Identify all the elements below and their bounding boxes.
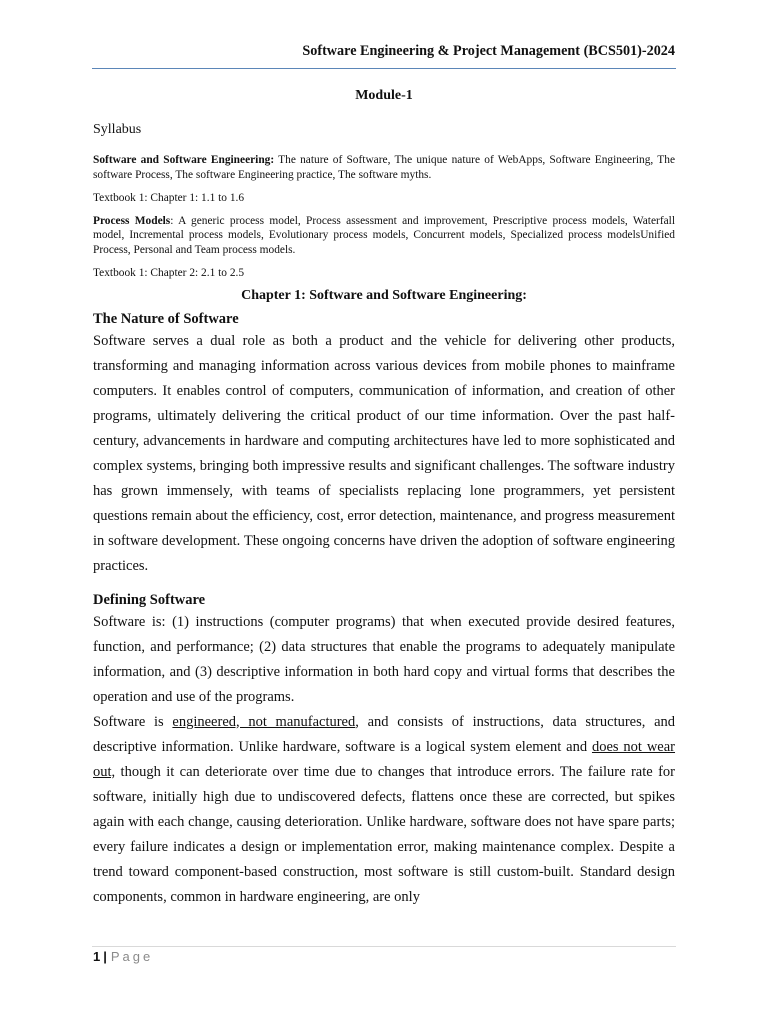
chapter-heading: Chapter 1: Software and Software Engineering: (241, 287, 527, 303)
syllabus-topic-2-text: : A generic process model, Process assessment and improvement, Prescriptive process models, Waterfall model, Incremental process models, Evolutionary process models, Concurrent models, Specialized process modelsUnified Process, Personal and Team process models. (93, 214, 675, 256)
engineered-paragraph (93, 710, 675, 910)
syllabus-topic-2-title: Process Models (93, 214, 171, 227)
syllabus-textbook-2: Textbook 1: Chapter 2: 2.1 to 2.5 (93, 267, 245, 279)
running-header: Software Engineering & Project Management (BCS501)-2024 (302, 43, 675, 59)
engineered-underline-1: engineered, not manufactured (172, 713, 356, 730)
footer-separator: | (103, 949, 107, 964)
page-label: Page (110, 949, 154, 964)
syllabus-topic-2 (93, 214, 675, 258)
header-divider (92, 68, 676, 69)
engineered-text-b: , and consists of instructions, data structures, and descriptive information. Unlike hardware, software is a logical system element and (93, 713, 676, 755)
engineered-text-a: Software is (93, 713, 173, 730)
page-body (93, 86, 675, 910)
page-footer (93, 948, 153, 966)
nature-paragraph: Software serves a dual role as both a product and the vehicle for delivering other products, transforming and managing information across various devices from mobile phones to mainframe computers. It enables control of computers, communication of information, and creation of other programs, ultimately delivering the critical product of our time information. Over the past half-century, advancements in hardware and computing architectures have led to more sophisticated and complex systems, bringing both impressive results and significant challenges. The software industry has grown immensely, with teams of specialists replacing lone programmers, yet persistent questions remain about the efficiency, cost, error detection, maintenance, and progress measurement in software development. These ongoing concerns have driven the adoption of software engineering practices. (93, 332, 675, 574)
engineered-text-c: though it can deteriorate over time due to changes that introduce errors. The failure rate for software, initially high due to undiscovered defects, flattens once these are corrected, but spikes again with each change, causing deterioration. Unlike hardware, software does not have spare parts; every failure indicates a design or implementation error, making maintenance complex. Despite a trend toward component-based construction, most software is still custom-built. Standard design components, common in hardware engineering, are only (93, 763, 675, 905)
module-title: Module-1 (355, 88, 413, 103)
footer-divider (92, 946, 676, 947)
syllabus-topic-1-text: The nature of Software, The unique nature of WebApps, Software Engineering, The software Process, The software Engineering practice, The software myths. (93, 154, 675, 181)
syllabus-label: Syllabus (93, 122, 142, 137)
defining-paragraph: Software is: (1) instructions (computer programs) that when executed provide desired features, function, and performance; (2) data structures that enable the programs to adequately manipulate information, and (3) descriptive information in both hard copy and virtual forms that describes the operation and use of the programs. (93, 613, 675, 705)
section-heading-defining: Defining Software (93, 591, 206, 608)
syllabus-topic-1-title: Software and Software Engineering: (93, 154, 275, 166)
syllabus-textbook-1: Textbook 1: Chapter 1: 1.1 to 1.6 (93, 192, 245, 204)
page-number: 1 (93, 949, 101, 964)
syllabus-topic-1 (93, 153, 675, 182)
section-heading-nature: The Nature of Software (93, 310, 239, 327)
engineered-underline-2: does not wear out, (93, 738, 676, 780)
